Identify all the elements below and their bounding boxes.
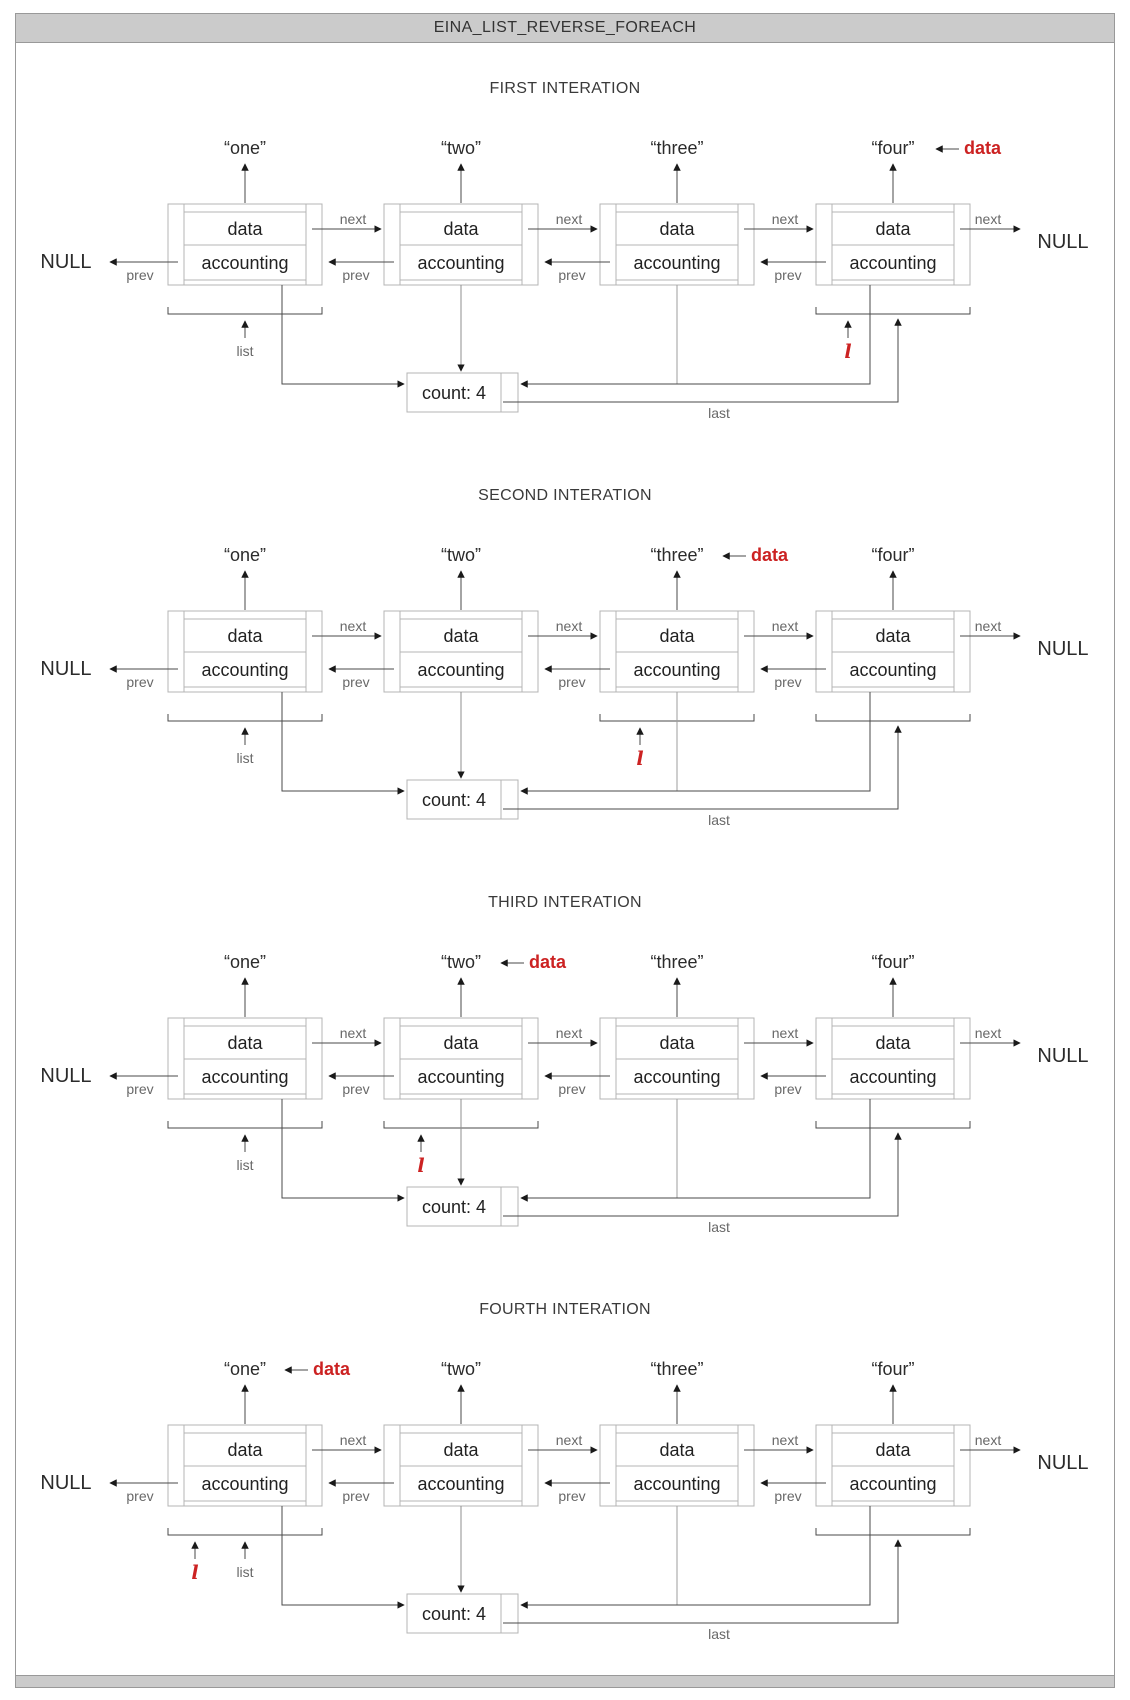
last-pointer-label: last (708, 1219, 730, 1235)
accounting-link (521, 285, 870, 384)
bracket (816, 1528, 970, 1535)
next-pointer-label: next (555, 618, 583, 634)
next-pointer-label: next (555, 1432, 583, 1448)
field-accounting: accounting (633, 1067, 721, 1087)
next-pointer-label: next (771, 1432, 799, 1448)
node-label: “two” (441, 1359, 481, 1379)
accounting-link (282, 692, 404, 791)
field-accounting: accounting (849, 1474, 937, 1494)
last-pointer-label: last (708, 812, 730, 828)
last-link (503, 1540, 898, 1623)
section-title: SECOND INTERATION (478, 487, 652, 504)
iteration-4 (40, 1301, 1088, 1642)
field-data: data (875, 1033, 911, 1053)
null-left-label: NULL (40, 658, 92, 680)
field-data: data (443, 1033, 479, 1053)
prev-pointer-label: prev (126, 1081, 154, 1097)
last-pointer-label: last (708, 1626, 730, 1642)
list-pointer-label: list (236, 750, 254, 766)
null-left-label: NULL (40, 1472, 92, 1494)
next-pointer-label: next (555, 211, 583, 227)
section-title: THIRD INTERATION (488, 894, 642, 911)
node-label: “four” (871, 138, 915, 158)
prev-pointer-label: prev (342, 1488, 370, 1504)
bracket (168, 307, 322, 314)
field-accounting: accounting (633, 253, 721, 273)
prev-pointer-label: prev (774, 267, 802, 283)
count-box-label: count: 4 (421, 1604, 487, 1624)
list-pointer-label: list (236, 1564, 254, 1580)
null-left-label: NULL (40, 251, 92, 273)
field-accounting: accounting (201, 1067, 289, 1087)
prev-pointer-label: prev (774, 674, 802, 690)
field-data: data (875, 626, 911, 646)
field-accounting: accounting (417, 1067, 505, 1087)
prev-pointer-label: prev (558, 1081, 586, 1097)
node-label: “three” (650, 1359, 704, 1379)
null-right-label: NULL (1037, 1452, 1089, 1474)
null-left-label: NULL (40, 1065, 92, 1087)
count-box-label: count: 4 (421, 1197, 487, 1217)
data-pointer-label: data (964, 138, 1002, 158)
iteration-1 (40, 80, 1088, 421)
footer-bar (15, 1675, 1115, 1688)
prev-pointer-label: prev (774, 1081, 802, 1097)
field-data: data (227, 626, 263, 646)
field-data: data (659, 1033, 695, 1053)
prev-pointer-label: prev (342, 1081, 370, 1097)
cursor-label: l (417, 1155, 425, 1177)
bracket (168, 1121, 322, 1128)
field-accounting: accounting (201, 660, 289, 680)
field-data: data (659, 219, 695, 239)
node-label: “one” (223, 952, 267, 972)
field-accounting: accounting (849, 660, 937, 680)
next-pointer-label: next (974, 618, 1002, 634)
iteration-2 (40, 487, 1088, 828)
field-data: data (443, 1440, 479, 1460)
prev-pointer-label: prev (774, 1488, 802, 1504)
field-accounting: accounting (417, 1474, 505, 1494)
list-pointer-label: list (236, 343, 254, 359)
node-label: “one” (223, 1359, 267, 1379)
accounting-link (282, 1099, 404, 1198)
next-pointer-label: next (974, 1432, 1002, 1448)
field-data: data (443, 626, 479, 646)
last-link (503, 1133, 898, 1216)
prev-pointer-label: prev (342, 674, 370, 690)
next-pointer-label: next (771, 618, 799, 634)
node-label: “three” (650, 138, 704, 158)
cursor-label: l (636, 748, 644, 770)
section-title: FOURTH INTERATION (479, 1301, 651, 1318)
null-right-label: NULL (1037, 638, 1089, 660)
prev-pointer-label: prev (558, 674, 586, 690)
null-right-label: NULL (1037, 231, 1089, 253)
next-pointer-label: next (771, 211, 799, 227)
node-label: “one” (223, 545, 267, 565)
next-pointer-label: next (771, 1025, 799, 1041)
node-label: “four” (871, 545, 915, 565)
prev-pointer-label: prev (126, 267, 154, 283)
bracket (816, 1121, 970, 1128)
node-label: “four” (871, 1359, 915, 1379)
field-data: data (875, 219, 911, 239)
field-accounting: accounting (849, 1067, 937, 1087)
node-label: “four” (871, 952, 915, 972)
last-pointer-label: last (708, 405, 730, 421)
next-pointer-label: next (974, 1025, 1002, 1041)
node-label: “one” (223, 138, 267, 158)
bracket (816, 307, 970, 314)
field-data: data (875, 1440, 911, 1460)
bracket (816, 714, 970, 721)
next-pointer-label: next (974, 211, 1002, 227)
field-data: data (227, 1033, 263, 1053)
prev-pointer-label: prev (126, 674, 154, 690)
title-bar-label: EINA_LIST_REVERSE_FOREACH (433, 19, 697, 36)
field-accounting: accounting (849, 253, 937, 273)
prev-pointer-label: prev (342, 267, 370, 283)
node-label: “two” (441, 138, 481, 158)
node-label: “three” (650, 545, 704, 565)
cursor-label: l (844, 341, 852, 363)
field-accounting: accounting (417, 660, 505, 680)
field-data: data (443, 219, 479, 239)
prev-pointer-label: prev (558, 1488, 586, 1504)
accounting-link (282, 285, 404, 384)
cursor-label: l (191, 1562, 199, 1584)
field-data: data (659, 626, 695, 646)
prev-pointer-label: prev (126, 1488, 154, 1504)
bracket (168, 714, 322, 721)
accounting-link (521, 1506, 870, 1605)
null-right-label: NULL (1037, 1045, 1089, 1067)
field-data: data (227, 219, 263, 239)
data-pointer-label: data (751, 545, 789, 565)
bracket (168, 1528, 322, 1535)
next-pointer-label: next (339, 211, 367, 227)
next-pointer-label: next (339, 1432, 367, 1448)
next-pointer-label: next (339, 618, 367, 634)
list-pointer-label: list (236, 1157, 254, 1173)
node-label: “three” (650, 952, 704, 972)
accounting-link (521, 692, 870, 791)
data-pointer-label: data (313, 1359, 351, 1379)
iteration-3 (40, 894, 1088, 1235)
node-label: “two” (441, 952, 481, 972)
next-pointer-label: next (339, 1025, 367, 1041)
data-pointer-label: data (529, 952, 567, 972)
field-accounting: accounting (417, 253, 505, 273)
node-label: “two” (441, 545, 481, 565)
prev-pointer-label: prev (558, 267, 586, 283)
field-data: data (227, 1440, 263, 1460)
section-title: FIRST INTERATION (489, 80, 641, 97)
count-box-label: count: 4 (421, 383, 487, 403)
accounting-link (282, 1506, 404, 1605)
field-data: data (659, 1440, 695, 1460)
last-link (503, 726, 898, 809)
last-link (503, 319, 898, 402)
next-pointer-label: next (555, 1025, 583, 1041)
field-accounting: accounting (633, 1474, 721, 1494)
field-accounting: accounting (201, 1474, 289, 1494)
count-box-label: count: 4 (421, 790, 487, 810)
field-accounting: accounting (633, 660, 721, 680)
field-accounting: accounting (201, 253, 289, 273)
accounting-link (521, 1099, 870, 1198)
